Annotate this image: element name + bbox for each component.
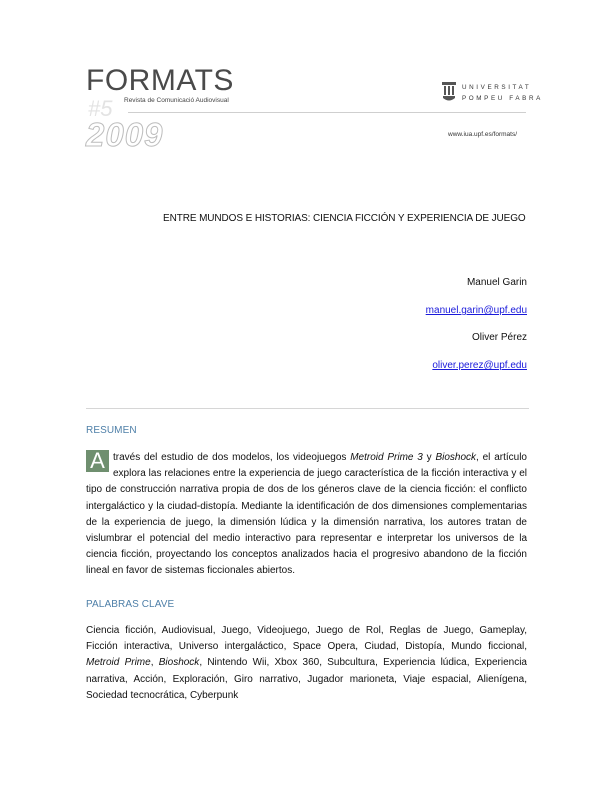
abstract-text <box>86 452 527 576</box>
issue-number: #5 <box>88 96 113 121</box>
journal-subtitle: Revista de Comunicació Audiovisual <box>124 97 229 104</box>
abstract-segment-italic: Metroid Prime 3 <box>350 452 423 463</box>
keywords-heading: PALABRAS CLAVE <box>86 599 175 610</box>
abstract-segment: y <box>422 452 436 463</box>
university-crest-icon <box>441 81 457 103</box>
abstract-body <box>86 450 527 580</box>
journal-name: FORMATS <box>86 64 234 97</box>
keywords-segment: , Nintendo Wii, Xbox 360, Subcultura, Experiencia lúdica, Experiencia narrativa, Acción, Exploración, Giro narrativo, Jugador marioneta, Viaje espacial, Alienígena, Sociedad tecnocrática, Cyberpunk <box>86 657 527 701</box>
keywords-segment-italic: Bioshock <box>158 657 200 669</box>
author-email-1[interactable]: manuel.garin@upf.edu <box>425 305 527 316</box>
keywords-segment: Ciencia ficción, Audiovisual, Juego, Videojuego, Juego de Rol, Reglas de Juego, Gameplay, Ficción interactiva, Universo intergaláctico, Space Opera, Ciudad, Distopía, Mundo ficcional, <box>86 625 527 653</box>
abstract-heading: RESUMEN <box>86 425 137 436</box>
issue-year: 2009 <box>86 116 164 153</box>
university-line-2: POMPEU FABRA <box>462 95 543 102</box>
section-divider <box>86 408 529 409</box>
keywords-segment-italic: Metroid Prime <box>86 657 151 669</box>
author-name-1: Manuel Garin <box>466 277 527 288</box>
abstract-segment-italic: Bioshock <box>435 452 477 463</box>
journal-logo <box>86 66 234 96</box>
keywords-segment: , <box>150 657 159 669</box>
dropcap-letter: A <box>86 450 109 472</box>
author-name-2: Oliver Pérez <box>471 332 527 343</box>
university-line-1: UNIVERSITAT <box>462 84 532 91</box>
university-name <box>462 82 543 104</box>
journal-website[interactable]: www.iua.upf.es/formats/ <box>448 131 517 138</box>
header-rule <box>128 112 526 113</box>
author-email-2[interactable]: oliver.perez@upf.edu <box>432 360 527 371</box>
abstract-segment: través del estudio de dos modelos, los videojuegos <box>113 452 351 463</box>
abstract-segment: , el artículo explora las relaciones entre la experiencia de juego característica de la ficción interactiva y el tipo de construcción narrativa propia de dos de los géneros clave de la ciencia ficción: el conflicto intergaláctico y la ciudad-distopía. Mediante la identificación de dos dimensiones complementarias de la experiencia de juego, la dimensión lúdica y la dimensión narrativa, los autores tratan de vislumbrar el potencial del medio interactivo para representar e interpretar los universos de la ciencia ficción, proyectando los conceptos analizados hacia el progresivo abandono de la ficción lineal en favor de sistemas ficcionales abiertos. <box>86 452 527 577</box>
keywords-body <box>86 623 527 704</box>
article-title: ENTRE MUNDOS E HISTORIAS: CIENCIA FICCIÓN Y EXPERIENCIA DE JUEGO <box>163 213 526 224</box>
